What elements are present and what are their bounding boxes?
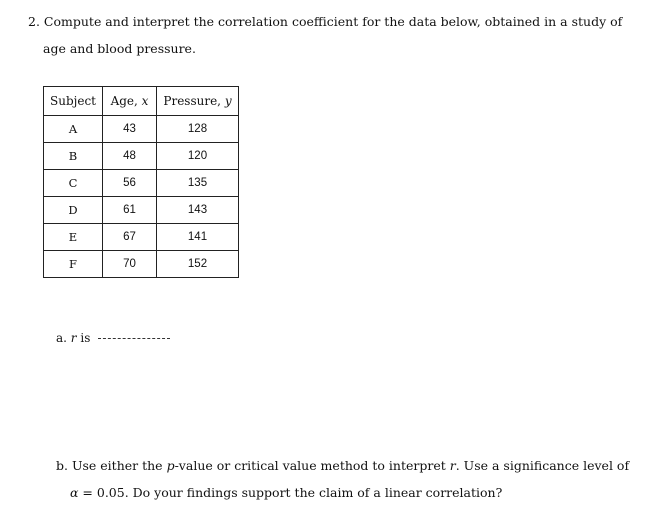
cell-pressure: 135 (157, 170, 239, 197)
cell-age: 67 (103, 224, 157, 251)
part-a-text: is (80, 331, 91, 345)
table-row (44, 143, 239, 170)
part-b-label: b. (56, 458, 68, 473)
cell-subject: B (44, 143, 103, 170)
cell-age: 56 (103, 170, 157, 197)
question-text-line-1 (28, 14, 622, 29)
header-age: Age, x (103, 87, 157, 116)
question-text-line-2: age and blood pressure. (43, 41, 196, 56)
cell-age: 48 (103, 143, 157, 170)
cell-pressure: 128 (157, 116, 239, 143)
cell-age: 70 (103, 251, 157, 278)
header-subject: Subject (44, 87, 103, 116)
table-row (44, 197, 239, 224)
table-row (44, 251, 239, 278)
question-prompt: Compute and interpret the correlation coefficient for the data below, obtained in a study of (43, 14, 623, 29)
part-b-line-2: α = 0.05. Do your findings support the claim of a linear correlation? (70, 485, 503, 500)
part-a (56, 331, 170, 345)
cell-subject: F (44, 251, 103, 278)
cell-subject: E (44, 224, 103, 251)
cell-subject: C (44, 170, 103, 197)
header-pressure: Pressure, y (157, 87, 239, 116)
part-b-line-1: b. Use either the p-value or critical value method to interpret r. Use a significance level of (56, 458, 630, 473)
cell-pressure: 141 (157, 224, 239, 251)
part-a-label: a. (56, 331, 67, 345)
cell-age: 43 (103, 116, 157, 143)
question-number: 2. (28, 14, 40, 29)
cell-pressure: 120 (157, 143, 239, 170)
cell-pressure: 152 (157, 251, 239, 278)
alpha-symbol: α (70, 485, 79, 500)
table-row (44, 116, 239, 143)
cell-subject: D (44, 197, 103, 224)
data-table (43, 86, 239, 278)
table-row (44, 224, 239, 251)
table-row (44, 170, 239, 197)
part-a-variable: r (70, 331, 77, 345)
cell-pressure: 143 (157, 197, 239, 224)
table-header-row (44, 87, 239, 116)
answer-blank[interactable] (98, 338, 170, 339)
cell-subject: A (44, 116, 103, 143)
cell-age: 61 (103, 197, 157, 224)
